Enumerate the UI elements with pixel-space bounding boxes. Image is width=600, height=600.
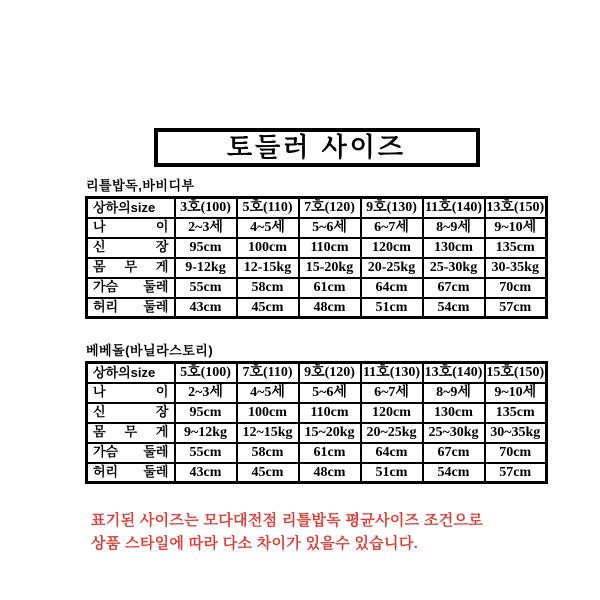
row-label-cell: 신 장 [87, 403, 175, 423]
value-cell: 57cm [485, 298, 547, 318]
value-cell: 110cm [299, 238, 361, 258]
value-cell: 45cm [237, 298, 299, 318]
value-cell: 45cm [237, 463, 299, 483]
value-cell: 57cm [485, 463, 547, 483]
table-header-row [87, 363, 547, 383]
value-cell: 8~9세 [423, 383, 485, 403]
value-cell: 20~25kg [361, 423, 423, 443]
value-cell: 100cm [237, 238, 299, 258]
header-cell: 7호(110) [237, 363, 299, 383]
value-cell: 70cm [485, 278, 547, 298]
content-area [85, 128, 548, 555]
value-cell: 4~5세 [237, 218, 299, 238]
value-cell: 15~20kg [299, 423, 361, 443]
value-cell: 120cm [361, 238, 423, 258]
value-cell: 43cm [175, 298, 237, 318]
value-cell: 51cm [361, 298, 423, 318]
row-label-cell: 나 이 [87, 383, 175, 403]
header-cell: 상하의size [87, 363, 175, 383]
table-row-height [87, 403, 547, 423]
section-bebedol [85, 340, 548, 484]
header-cell: 9호(130) [361, 198, 423, 218]
value-cell: 95cm [175, 403, 237, 423]
value-cell: 5~6세 [299, 383, 361, 403]
value-cell: 135cm [485, 403, 547, 423]
row-label-cell: 가슴 둘레 [87, 443, 175, 463]
value-cell: 55cm [175, 443, 237, 463]
section-label: 리틀밥독,바비디부 [86, 178, 195, 193]
table-row-chest [87, 443, 547, 463]
value-cell: 70cm [485, 443, 547, 463]
row-label-cell: 나 이 [87, 218, 175, 238]
value-cell: 9~12kg [175, 423, 237, 443]
value-cell: 5~6세 [299, 218, 361, 238]
value-cell: 9~10세 [485, 218, 547, 238]
value-cell: 12~15kg [237, 423, 299, 443]
value-cell: 67cm [423, 443, 485, 463]
header-cell: 13호(150) [485, 198, 547, 218]
value-cell: 64cm [361, 443, 423, 463]
row-label-cell: 허리 둘레 [87, 463, 175, 483]
value-cell: 58cm [237, 278, 299, 298]
value-cell: 9-12kg [175, 258, 237, 278]
table-row-weight [87, 258, 547, 278]
table-row-age [87, 383, 547, 403]
value-cell: 4~5세 [237, 383, 299, 403]
size-table-littlebobdog [85, 196, 548, 319]
row-label-cell: 허리 둘레 [87, 298, 175, 318]
header-cell: 상하의size [87, 198, 175, 218]
header-cell: 11호(140) [423, 198, 485, 218]
value-cell: 67cm [423, 278, 485, 298]
table-row-height [87, 238, 547, 258]
section-littlebobdog [85, 175, 548, 319]
header-cell: 11호(130) [361, 363, 423, 383]
value-cell: 120cm [361, 403, 423, 423]
value-cell: 43cm [175, 463, 237, 483]
section-label: 베베돌(바닐라스토리) [86, 343, 214, 358]
value-cell: 2~3세 [175, 383, 237, 403]
size-table-bebedol [85, 361, 548, 484]
value-cell: 110cm [299, 403, 361, 423]
header-cell: 5호(110) [237, 198, 299, 218]
value-cell: 48cm [299, 298, 361, 318]
header-cell: 7호(120) [299, 198, 361, 218]
value-cell: 54cm [423, 463, 485, 483]
value-cell: 48cm [299, 463, 361, 483]
table-row-age [87, 218, 547, 238]
value-cell: 58cm [237, 443, 299, 463]
value-cell: 8~9세 [423, 218, 485, 238]
value-cell: 6~7세 [361, 383, 423, 403]
value-cell: 15-20kg [299, 258, 361, 278]
value-cell: 6~7세 [361, 218, 423, 238]
value-cell: 54cm [423, 298, 485, 318]
table-row-chest [87, 278, 547, 298]
value-cell: 135cm [485, 238, 547, 258]
row-label-cell: 몸 무 게 [87, 258, 175, 278]
header-cell: 13호(140) [423, 363, 485, 383]
value-cell: 64cm [361, 278, 423, 298]
footer-note [91, 509, 548, 555]
value-cell: 130cm [423, 238, 485, 258]
row-label-cell: 가슴 둘레 [87, 278, 175, 298]
header-cell: 15호(150) [485, 363, 547, 383]
header-cell: 3호(100) [175, 198, 237, 218]
table-row-waist [87, 298, 547, 318]
value-cell: 12-15kg [237, 258, 299, 278]
value-cell: 61cm [299, 443, 361, 463]
page-title: 토들러 사이즈 [154, 128, 480, 167]
value-cell: 9~10세 [485, 383, 547, 403]
value-cell: 55cm [175, 278, 237, 298]
table-row-waist [87, 463, 547, 483]
value-cell: 51cm [361, 463, 423, 483]
table-row-weight [87, 423, 547, 443]
row-label-cell: 몸 무 게 [87, 423, 175, 443]
value-cell: 20-25kg [361, 258, 423, 278]
value-cell: 95cm [175, 238, 237, 258]
row-label-cell: 신 장 [87, 238, 175, 258]
value-cell: 30~35kg [485, 423, 547, 443]
value-cell: 30-35kg [485, 258, 547, 278]
table-header-row [87, 198, 547, 218]
header-cell: 5호(100) [175, 363, 237, 383]
value-cell: 130cm [423, 403, 485, 423]
header-cell: 9호(120) [299, 363, 361, 383]
value-cell: 2~3세 [175, 218, 237, 238]
value-cell: 25-30kg [423, 258, 485, 278]
footer-line: 상품 스타일에 따라 다소 차이가 있을수 있습니다. [91, 535, 419, 552]
value-cell: 61cm [299, 278, 361, 298]
footer-line: 표기된 사이즈는 모다대전점 리틀밥독 평균사이즈 조건으로 [91, 512, 484, 529]
value-cell: 100cm [237, 403, 299, 423]
value-cell: 25~30kg [423, 423, 485, 443]
